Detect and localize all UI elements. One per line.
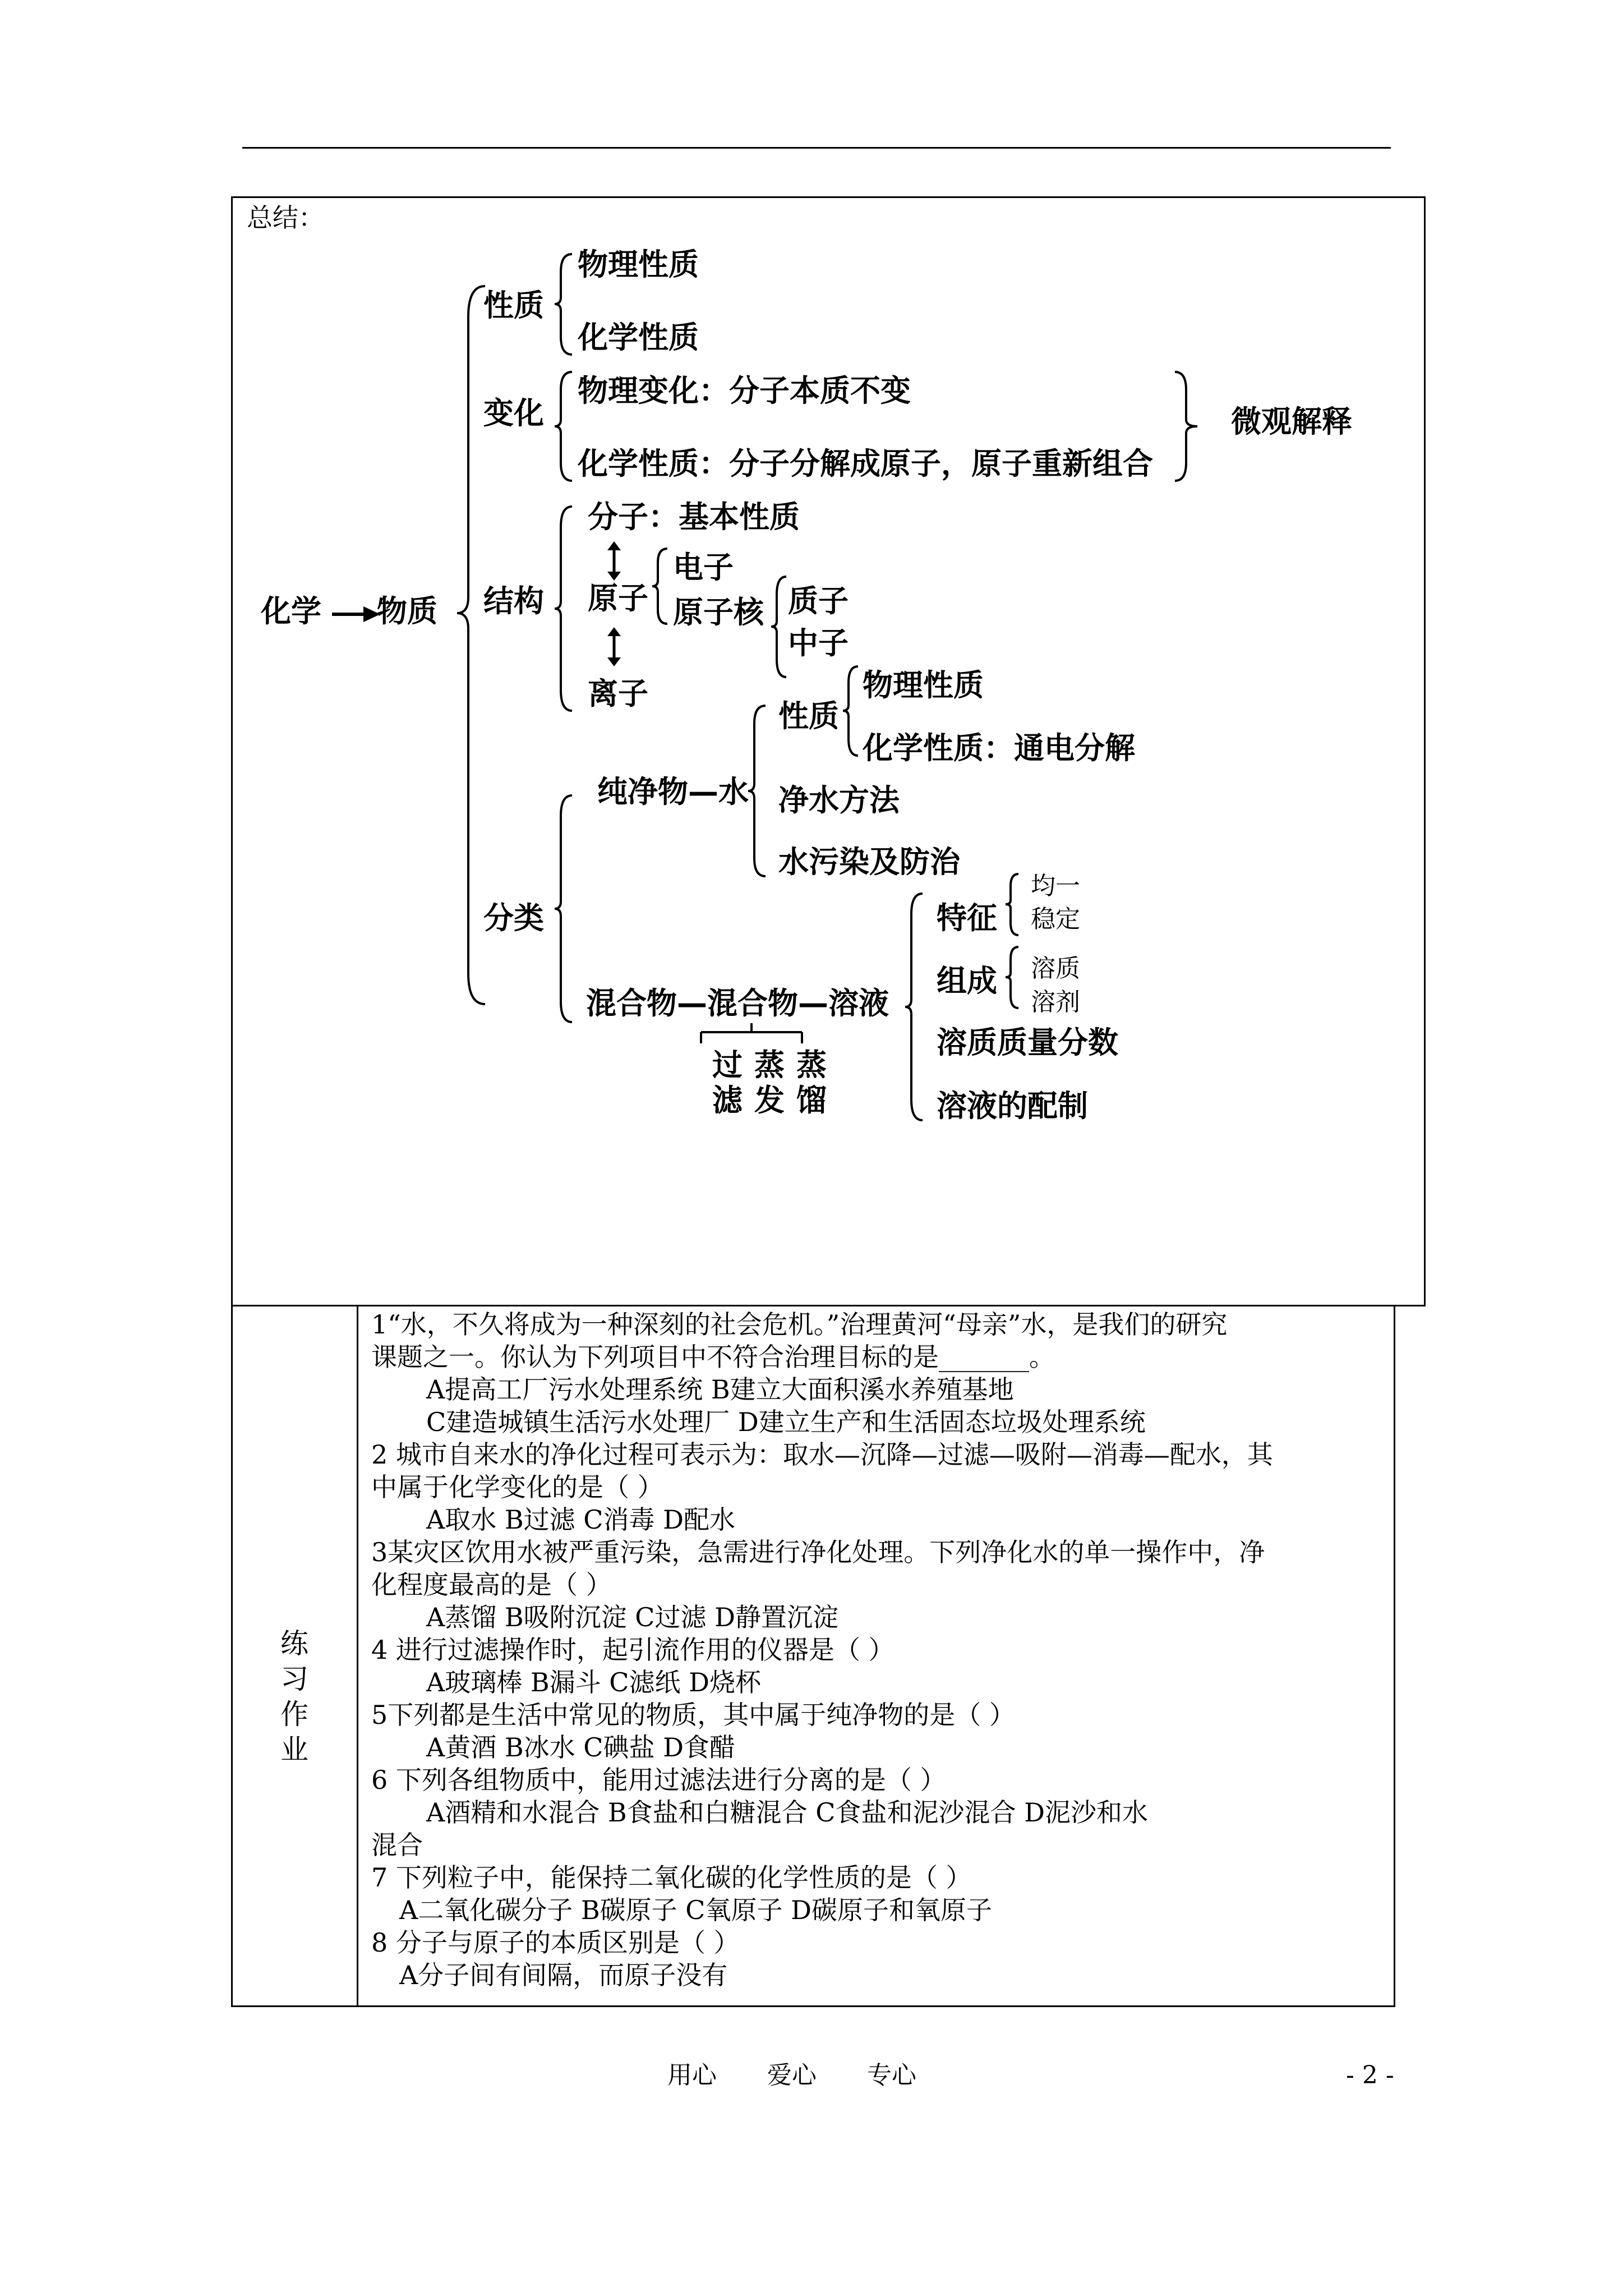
evaporation-top: 蒸 — [754, 1047, 785, 1083]
page-number: - 2 - — [1346, 2061, 1394, 2090]
chemical-property: 化学性质 — [578, 320, 699, 355]
exercise-side-label-4: 业 — [280, 1733, 308, 1766]
arrow-right-icon — [331, 603, 381, 625]
mixture-solution: 混合物—混合物—溶液 — [586, 986, 889, 1021]
question-line: 1“水，不久将成为一种深刻的社会危机。”治理黄河“母亲”水，是我们的研究 — [371, 1309, 1228, 1340]
physical-change: 物理变化：分子本质不变 — [578, 373, 911, 408]
structure-label: 结构 — [483, 583, 544, 619]
chemical-change: 化学性质：分子分解成原子，原子重新组合 — [578, 446, 1153, 481]
option-line: A玻璃棒 B漏斗 C滤纸 D烧杯 — [426, 1667, 761, 1697]
water-pollution: 水污染及防治 — [778, 844, 960, 880]
properties-label: 性质 — [483, 288, 544, 323]
table-row-divider — [231, 1305, 1426, 1306]
filtration-bottom: 滤 — [712, 1083, 743, 1118]
micro-explain: 微观解释 — [1231, 404, 1352, 439]
table-bottom-border — [231, 2005, 1395, 2007]
exercise-side-label-1: 练 — [280, 1627, 308, 1660]
molecule-basic: 分子：基本性质 — [588, 499, 800, 535]
electron-label: 电子 — [673, 550, 734, 585]
footer-item: 专心 — [867, 2061, 916, 2090]
table-right-border-bottom — [1394, 1305, 1395, 2007]
table-column-divider — [357, 1305, 358, 2007]
neutron-label: 中子 — [788, 625, 849, 661]
feature-label: 特征 — [937, 900, 997, 936]
table-left-border — [231, 196, 233, 2007]
changes-brace — [552, 370, 575, 482]
exercise-side-label-2: 习 — [280, 1663, 308, 1695]
option-line: 混合 — [371, 1830, 423, 1860]
nucleus-brace — [769, 575, 789, 679]
question-line: 6 下列各组物质中，能用过滤法进行分离的是（ ） — [371, 1765, 946, 1795]
substance-label: 物质 — [377, 593, 437, 629]
pure-substance-water: 纯净物—水 — [597, 774, 749, 809]
footer-item: 用心 — [667, 2061, 717, 2090]
exercise-side-label-3: 作 — [280, 1698, 308, 1731]
question-line: 化程度最高的是（ ） — [371, 1570, 612, 1600]
option-line: A二氧化碳分子 B碳原子 C氧原子 D碳原子和氧原子 — [399, 1895, 992, 1925]
water-properties-brace — [841, 665, 860, 757]
composition-label: 组成 — [937, 963, 997, 999]
solvent-label: 溶剂 — [1031, 988, 1080, 1016]
classification-label: 分类 — [483, 900, 544, 936]
distillation-bottom: 馏 — [796, 1083, 827, 1118]
water-properties-label: 性质 — [778, 698, 839, 734]
question-line: 7 下列粒子中，能保持二氧化碳的化学性质的是（ ） — [371, 1862, 972, 1893]
root-chemistry: 化学 — [261, 593, 321, 629]
question-line: 课题之一。你认为下列项目中不符合治理目标的是_______。 — [371, 1342, 1055, 1372]
question-line: 2 城市自来水的净化过程可表示为：取水—沉降—过滤—吸附—消毒—配水，其 — [371, 1439, 1273, 1470]
question-line: 8 分子与原子的本质区别是（ ） — [371, 1927, 740, 1958]
feature-brace — [1004, 872, 1021, 937]
feature-stable: 稳定 — [1031, 905, 1080, 933]
solute-label: 溶质 — [1031, 954, 1080, 983]
table-right-border-top — [1424, 196, 1426, 1306]
main-brace — [454, 283, 488, 1007]
option-line: A蒸馏 B吸附沉淀 C过滤 D静置沉淀 — [426, 1602, 838, 1632]
nucleus-label: 原子核 — [673, 595, 764, 630]
question-line: 中属于化学变化的是（ ） — [371, 1472, 663, 1502]
structure-brace — [552, 505, 575, 712]
mass-fraction: 溶质质量分数 — [937, 1025, 1118, 1060]
water-brace — [746, 704, 768, 878]
water-physical-property: 物理性质 — [863, 668, 984, 703]
evaporation-bottom: 发 — [754, 1083, 785, 1118]
option-line: A黄酒 B冰水 C碘盐 D食醋 — [426, 1732, 735, 1763]
filtration-top: 过 — [712, 1047, 743, 1083]
option-line: A酒精和水混合 B食盐和白糖混合 C食盐和泥沙混合 D泥沙和水 — [426, 1797, 1148, 1828]
properties-brace — [552, 252, 575, 356]
classification-brace — [552, 794, 575, 1024]
solution-brace — [903, 892, 925, 1122]
option-line: A提高工厂污水处理系统 B建立大面积溪水养殖基地 — [426, 1374, 1014, 1405]
proton-label: 质子 — [788, 583, 849, 619]
double-arrow-icon — [606, 627, 623, 666]
ion-label: 离子 — [588, 676, 648, 711]
question-line: 4 进行过滤操作时，起引流作用的仪器是（ ） — [371, 1635, 895, 1665]
separation-bracket — [695, 1022, 808, 1045]
question-line: 3某灾区饮用水被严重污染，急需进行净化处理。下列净化水的单一操作中，净 — [371, 1537, 1265, 1567]
table-top-border — [231, 196, 1426, 198]
purification-methods: 净水方法 — [778, 783, 900, 818]
physical-property: 物理性质 — [578, 247, 699, 282]
atom-brace — [651, 547, 670, 625]
option-line: C建造城镇生活污水处理厂 D建立生产和生活固态垃圾处理系统 — [426, 1407, 1146, 1437]
double-arrow-icon — [606, 541, 623, 581]
atom-label: 原子 — [588, 581, 648, 616]
solution-preparation: 溶液的配制 — [937, 1088, 1088, 1124]
option-line: A分子间有间隔，而原子没有 — [399, 1960, 728, 1990]
water-electrolysis: 化学性质：通电分解 — [863, 730, 1135, 766]
option-line: A取水 B过滤 C消毒 D配水 — [426, 1504, 735, 1535]
distillation-top: 蒸 — [796, 1047, 827, 1083]
footer-item: 爱心 — [767, 2061, 817, 2090]
explain-brace — [1172, 370, 1200, 482]
changes-label: 变化 — [483, 395, 544, 431]
question-line: 5下列都是生活中常见的物质，其中属于纯净物的是（ ） — [371, 1700, 1015, 1730]
header-rule — [242, 147, 1391, 149]
summary-title: 总结： — [247, 203, 324, 233]
feature-uniform: 均一 — [1031, 872, 1080, 900]
composition-brace — [1004, 945, 1021, 1010]
